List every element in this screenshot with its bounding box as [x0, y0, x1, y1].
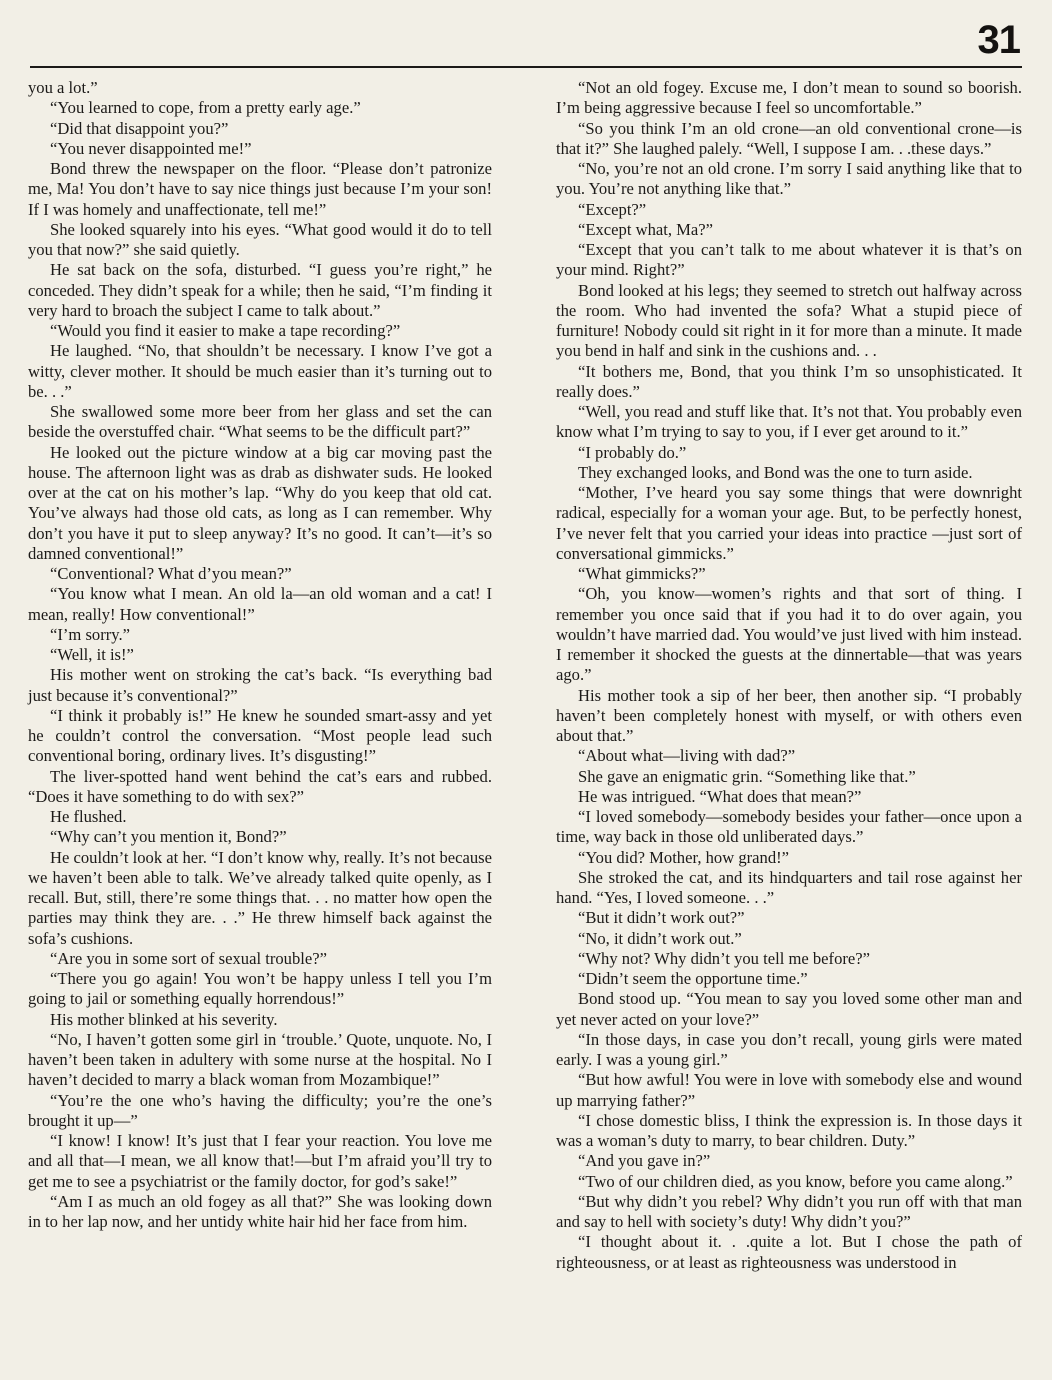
paragraph: “Except that you can’t talk to me about whatever it is that’s on your mind. Right?” — [556, 240, 1022, 280]
paragraph: She stroked the cat, and its hindquarters and tail rose against her hand. “Yes, I loved someone. . .” — [556, 867, 1022, 907]
paragraph: “Not an old fogey. Excuse me, I don’t mean to sound so boorish. I’m being aggressive because I feel so uncomfortable.” — [556, 78, 1022, 118]
paragraph: “I thought about it. . .quite a lot. But I chose the path of righteousness, or at least as righteousness was understood in — [556, 1232, 1022, 1272]
paragraph: “Mother, I’ve heard you say some things that were downright radical, especially for a woman your age. But, to be perfectly honest, I’ve never felt that you carried your ideas into practice —just sort of conversational gimmicks.” — [556, 483, 1022, 563]
paragraph: “I know! I know! It’s just that I fear your reaction. You love me and all that—I mean, we all know that!—but I’m afraid you’ll try to get me to see a psychiatrist or the family doctor, for god’s sake!” — [28, 1131, 492, 1191]
right-column — [556, 78, 1022, 1273]
paragraph: “But how awful! You were in love with somebody else and wound up marrying father?” — [556, 1070, 1022, 1110]
paragraph: “Are you in some sort of sexual trouble?” — [50, 948, 327, 968]
paragraph: “About what—living with dad?” — [578, 746, 796, 766]
paragraph: He was intrigued. “What does that mean?” — [578, 786, 862, 806]
paragraph: His mother blinked at his severity. — [50, 1009, 278, 1029]
paragraph: “It bothers me, Bond, that you think I’m so unsophisticated. It really does.” — [556, 361, 1022, 401]
paragraph: “But it didn’t work out?” — [578, 908, 745, 928]
paragraph: “There you go again! You won’t be happy unless I tell you I’m going to jail or something equally horrendous!” — [28, 969, 492, 1009]
paragraph: They exchanged looks, and Bond was the one to turn aside. — [578, 462, 973, 482]
paragraph: “Why not? Why didn’t you tell me before?” — [578, 948, 870, 968]
paragraph: “Did that disappoint you?” — [50, 118, 229, 138]
paragraph: He sat back on the sofa, disturbed. “I guess you’re right,” he conceded. They didn’t speak for a while; then he said, “I’m finding it very hard to broach the subject I came to talk about.” — [28, 260, 492, 320]
paragraph: you a lot.” — [28, 78, 98, 97]
paragraph: “So you think I’m an old crone—an old conventional crone—is that it?” She laughed palely. “Well, I suppose I am. . .these days.” — [556, 118, 1022, 158]
paragraph: He flushed. — [50, 807, 127, 826]
paragraph: “But why didn’t you rebel? Why didn’t you run off with that man and say to hell with society’s duty! Why didn’t you?” — [556, 1191, 1022, 1231]
paragraph: “I probably do.” — [578, 442, 687, 462]
paragraph: “In those days, in case you don’t recall, young girls were mated early. I was a young girl.” — [556, 1029, 1022, 1069]
paragraph: “No, you’re not an old crone. I’m sorry I said anything like that to you. You’re not anything like that.” — [556, 159, 1022, 199]
paragraph: “You’re the one who’s having the difficulty; you’re the one’s brought it up—” — [28, 1090, 492, 1130]
page-number: 31 — [977, 18, 1020, 62]
paragraph: “You learned to cope, from a pretty early age.” — [50, 98, 361, 118]
paragraph: He couldn’t look at her. “I don’t know why, really. It’s not because we haven’t been able to talk. We’ve already talked quite openly, as I recall. But, still, there’re some things that. . . no matter how open the parties may think they are. . .” He threw himself back against the sofa’s cushions. — [28, 847, 492, 948]
paragraph: “Didn’t seem the opportune time.” — [578, 969, 808, 988]
paragraph: The liver-spotted hand went behind the cat’s ears and rubbed. “Does it have something to do with sex?” — [28, 766, 492, 806]
paragraph: “No, I haven’t gotten some girl in ‘trouble.’ Quote, unquote. No, I haven’t been taken in adultery with some nurse at the hospital. No I haven’t decided to marry a black woman from Mozambique!” — [28, 1029, 492, 1090]
paragraph: “Conventional? What d’you mean?” — [50, 564, 292, 583]
paragraph: Bond looked at his legs; they seemed to stretch out halfway across the room. Who had invented the sofa? What a stupid piece of furniture! Nobody could sit right in it for more than a minute. It made you bend in half and sink in the cushions and. . . — [556, 280, 1022, 361]
paragraph: She looked squarely into his eyes. “What good would it do to tell you that now?” she said quietly. — [28, 219, 492, 259]
paragraph: “What gimmicks?” — [578, 564, 706, 583]
paragraph: “Why can’t you mention it, Bond?” — [50, 827, 287, 847]
paragraph: She gave an enigmatic grin. “Something like that.” — [578, 766, 916, 786]
paragraph: “You never disappointed me!” — [50, 138, 252, 158]
paragraph: He looked out the picture window at a big car moving past the house. The afternoon light was as drab as dishwater suds. He looked over at the cat on his mother’s lap. “Why do you keep that old cat. You’ve always had those old cats, as long as I can remember. Why don’t you have it put to sleep anyway? It’s no good. It can’t—it’s so damned conventional!” — [28, 442, 492, 563]
paragraph: “And you gave in?” — [578, 1151, 711, 1171]
paragraph: “I loved somebody—somebody besides your father—once upon a time, way back in those old unliberated days.” — [556, 807, 1022, 847]
paragraph: “I think it probably is!” He knew he sounded smart-assy and yet he couldn’t control the conversation. “Most people lead such conventional boring, ordinary lives. It’s disgusting!” — [28, 705, 492, 766]
paragraph: “I’m sorry.” — [50, 624, 131, 644]
paragraph: “Am I as much an old fogey as all that?” She was looking down in to her lap now, and her untidy white hair hid her face from him. — [28, 1191, 492, 1231]
paragraph: His mother went on stroking the cat’s back. “Is everything bad just because it’s conventional?” — [28, 665, 492, 705]
paragraph: He laughed. “No, that shouldn’t be necessary. I know I’ve got a witty, clever mother. It should be much easier than it’s turning out to be. . .” — [28, 341, 492, 401]
paragraph: “Except?” — [578, 199, 647, 219]
paragraph: “Well, you read and stuff like that. It’s not that. You probably even know what I’m trying to say to you, if I ever get around to it.” — [556, 402, 1022, 442]
paragraph: “Would you find it easier to make a tape recording?” — [50, 321, 401, 340]
paragraph: Bond stood up. “You mean to say you loved some other man and yet never acted on your love?” — [556, 989, 1022, 1029]
paragraph: “Two of our children died, as you know, before you came along.” — [578, 1171, 1013, 1191]
paragraph: “Oh, you know—women’s rights and that sort of thing. I remember you once said that if you had it to do over again, you wouldn’t have married dad. You would’ve just lived with him instead. I remember it shocked the guests at the dinnertable—that was years ago.” — [556, 584, 1022, 685]
left-column — [28, 78, 492, 1232]
paragraph: “You know what I mean. An old la—an old woman and a cat! I mean, really! How conventional!” — [28, 584, 492, 624]
paragraph: She swallowed some more beer from her glass and set the can beside the overstuffed chair. “What seems to be the difficult part?” — [28, 402, 492, 442]
paragraph: “No, it didn’t work out.” — [578, 928, 742, 948]
paragraph: “I chose domestic bliss, I think the expression is. In those days it was a woman’s duty to marry, to bear children. Duty.” — [556, 1110, 1022, 1150]
header-rule — [30, 66, 1022, 68]
paragraph: Bond threw the newspaper on the floor. “Please don’t patronize me, Ma! You don’t have to say nice things just because I’m your son! If I was homely and unaffectionate, tell me!” — [28, 159, 492, 219]
paragraph: “Except what, Ma?” — [578, 219, 713, 239]
paragraph: “Well, it is!” — [50, 645, 134, 664]
paragraph: His mother took a sip of her beer, then another sip. “I probably haven’t been completely honest with myself, or with others even about that.” — [556, 685, 1022, 745]
paragraph: “You did? Mother, how grand!” — [578, 847, 790, 867]
